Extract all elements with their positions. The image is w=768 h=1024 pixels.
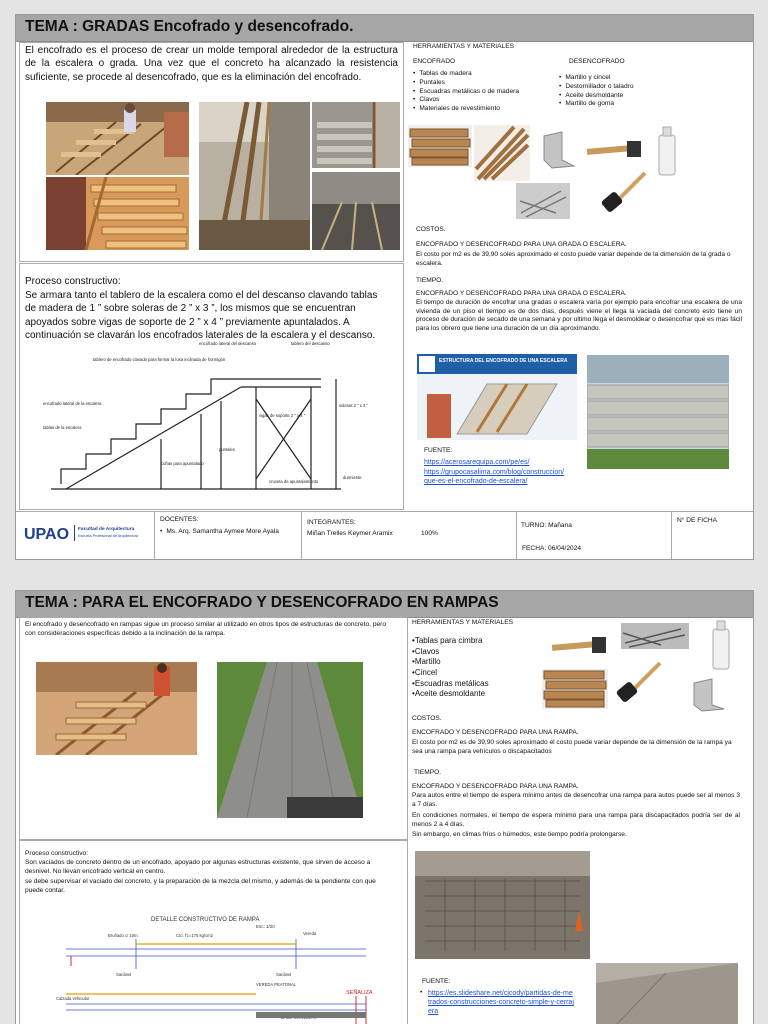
desencofrado-heading: DESENCOFRADO — [569, 58, 625, 65]
tiempo-subheading: ENCOFRADO Y DESENCOFRADO PARA UNA GRADA O ESCALERA. — [416, 290, 627, 297]
photo-concrete-steps — [312, 102, 400, 168]
docentes-cell — [155, 512, 302, 560]
photo-stair-formwork-1 — [46, 102, 189, 175]
process-heading: Proceso constructivo: — [25, 276, 121, 287]
detail-label-brunado: Bruñado c/ 10m. — [108, 933, 139, 938]
process-line-2: se debe supervisar el vaciado del concreto, y la preparación de la mezcla del mismo, y además de la pendiente con que puede contar. — [25, 878, 376, 894]
tiempo-subheading: ENCOFRADO Y DESENCOFRADO PARA UNA RAMPA. — [412, 783, 579, 790]
diagram-label-lateral-descanso: encofrado lateral del descanso — [199, 341, 257, 346]
source-link-slideshare[interactable]: https://es.slideshare.net/cjcody/partidas-de-metrados-construcciones-concreto-simple-y-cerrajera — [428, 990, 574, 1016]
tools-list — [412, 636, 489, 700]
detail-title: DETALLE CONSTRUCTIVO DE RAMPA — [151, 917, 260, 923]
diagram-label-cruceta: cruceta de apuntalamiento — [269, 479, 319, 484]
costos-subheading: ENCOFRADO Y DESENCOFRADO PARA UNA RAMPA. — [412, 729, 579, 736]
detail-label-sardinel-2: Sardinel — [276, 972, 292, 977]
ficha-label: N° DE FICHA — [677, 517, 718, 524]
integrantes-label: INTEGRANTES: — [307, 519, 356, 526]
diagram-label-tablero-descanso: tablero del descanso — [291, 341, 330, 346]
upao-logo: UPAO — [24, 526, 70, 543]
list-item: • Aceite desmoldante — [412, 689, 489, 700]
ramp-construction-detail — [56, 914, 386, 1024]
oil-bottle-image — [656, 125, 678, 177]
hammer-chisel-image — [583, 137, 645, 165]
hammer-chisel-image — [548, 631, 610, 659]
nails-image — [516, 183, 570, 219]
photo-finished-ramp — [596, 963, 738, 1024]
integrante-name: Miñan Trelles Keymer Aramix — [307, 530, 393, 537]
list-item: • Puntales — [413, 79, 519, 88]
list-item: • Tablas para cimbra — [412, 636, 489, 647]
list-item: • Materiales de revestimiento — [413, 105, 519, 114]
timber-props-image — [474, 125, 530, 181]
source-link-casalima[interactable]: https://grupocasalima.com/blog/construccion/que-es-el-encofrado-de-escalera/ — [424, 469, 565, 486]
list-item: • Martillo y cincel — [559, 74, 634, 83]
sheet-footer — [16, 511, 753, 560]
list-item: • Escuadras metálicas — [412, 679, 489, 690]
fuente-label: FUENTE: — [424, 447, 453, 454]
metal-bracket-image — [538, 130, 578, 170]
photo-ramp-rebar — [415, 851, 590, 959]
tiempo-line-3: Sin embargo, en climas fríos o húmedos, este tiempo podría prolongarse. — [412, 831, 627, 838]
wood-boards-image — [408, 125, 472, 167]
diagram-label-lateral: encofrado lateral de la escalera — [43, 401, 102, 406]
metal-bracket-image — [688, 677, 728, 713]
source-link-aceros[interactable]: https://acerosarequipa.com/pe/es/ — [424, 459, 530, 466]
tiempo-line-2: En condiciones normales, el tiempo de espera mínimo para una rampa para discapacitados podría ser de al menos 2 a 4 días. — [412, 812, 740, 828]
ficha-cell — [672, 512, 754, 560]
turno-fecha-cell — [517, 512, 672, 560]
costos-heading: COSTOS. — [416, 226, 446, 233]
turno-text: TURNO: Mañana — [521, 522, 572, 529]
diagram-label-tablas: tablas de la escalera — [43, 425, 82, 430]
list-item: • Clavos — [412, 647, 489, 658]
diagram-label-durmiente: durmiente — [343, 475, 362, 480]
list-item: • Destornillador o taladro — [559, 83, 634, 92]
detail-label-senaliza: SEÑALIZA — [346, 990, 373, 996]
intro-text: El encofrado es el proceso de crear un molde temporal alrededor de la estructura de la escalera o grada. Una vez que el concreto ha alcanzado la resistencia suficiente, se procede al desencofrado, que es la eliminación del encofrado. — [25, 45, 398, 83]
logo-cell — [16, 512, 155, 560]
list-item: • Martillo de goma — [559, 100, 634, 109]
school-name: Escuela Profesional de Arquitectura — [78, 534, 139, 538]
process-heading: Proceso constructivo: — [25, 850, 89, 857]
tiempo-heading: TIEMPO. — [414, 769, 442, 776]
encofrado-list — [413, 70, 519, 114]
page-title: TEMA : PARA EL ENCOFRADO Y DESENCOFRADO EN RAMPAS — [25, 594, 499, 611]
photo-stair-props — [312, 172, 400, 250]
desencofrado-list — [559, 74, 634, 109]
process-line-1: Son vaciados de concreto dentro de un encofrado, apoyado por algunas estructuras existente, que sirven de acceso a desnivel. No llevan encofrado vertical en centro. — [25, 859, 371, 875]
list-item: • Aceite desmoldante — [559, 92, 634, 101]
process-text: Se armara tanto el tablero de la escalera como el del descanso clavando tablas de madera de 1 ” sobre soleras de 2 ” x 3 ”, los mismos que se encuentran apoyados sobre vigas de soporte de 2 ” x 4 ” previamente apuntalados. A continuación se clavarán los encofrados laterales de la escalera y el descanso. — [25, 290, 378, 341]
integrantes-cell — [302, 512, 517, 560]
costos-text: El costo por m2 es de 39,90 soles aproximado el costo puede variar depende de la dimensión de la rampa ya sea una rampa para vehículos o discapacitados — [412, 739, 732, 755]
photo-ramp-formwork — [36, 662, 197, 755]
rubber-mallet-image — [616, 659, 666, 703]
costos-subheading: ENCOFRADO Y DESENCOFRADO PARA UNA GRADA O ESCALERA. — [416, 241, 627, 248]
list-item: • Escuadras metálicas o de madera — [413, 88, 519, 97]
intro-text: El encofrado y desencofrado en rampas sigue un proceso similar al utilizado en otros tipos de estructuras de concreto, pero con consideraciones específicas debido a la inclinación de la rampa. — [25, 621, 387, 637]
detail-label-calzada: Calzada vehicular — [56, 996, 90, 1001]
integrante-percentage: 100% — [421, 530, 438, 537]
list-item: • Clavos — [413, 96, 519, 105]
docentes-list — [160, 528, 280, 537]
photo-props — [199, 102, 310, 250]
title-bar — [16, 591, 753, 618]
rubber-mallet-image — [601, 169, 651, 213]
diagram-label-puntales: puntales — [219, 447, 235, 452]
detail-label-vereda: Vereda — [303, 931, 317, 936]
encofrado-heading: ENCOFRADO — [413, 58, 456, 65]
list-item: • Tablas de madera — [413, 70, 519, 79]
photo-stair-formwork-2 — [46, 177, 189, 250]
tiempo-heading: TIEMPO. — [416, 277, 444, 284]
detail-label-concreto: Cto. f'c=175 kg/cm2 — [176, 933, 213, 938]
fecha-text: FECHA: 06/04/2024 — [522, 545, 582, 552]
list-item: • Martillo — [412, 657, 489, 668]
logo-divider — [74, 525, 75, 541]
concrete-steps-photo — [587, 355, 729, 469]
fuente-label: FUENTE: — [422, 978, 451, 985]
sheet-rampas — [15, 590, 754, 1024]
faculty-name: Facultad de Arquitectura — [78, 527, 135, 532]
stair-formwork-diagram — [41, 339, 381, 497]
docentes-label: DOCENTES: — [160, 516, 199, 523]
diagram-label-viga: vigas de soporte 2 ” x 4 ” — [259, 413, 306, 418]
title-bar — [16, 15, 753, 42]
bullet-icon: • — [420, 989, 423, 996]
diagram-label-soleras: soleras 2 ” x 3 ” — [339, 403, 368, 408]
oil-bottle-image — [710, 619, 732, 671]
tools-heading: HERRAMIENTAS Y MATERIALES — [412, 619, 514, 626]
tiempo-line-1: Para autos entre el tiempo de espera mínimo antes de desencofrar una rampa para autos puede ser al menos 3 a 7 días. — [412, 792, 740, 808]
detail-label-sardinel-1: Sardinel — [116, 972, 132, 977]
detail-label-vereda-peatonal: VEREDA PEATONAL — [256, 982, 297, 987]
photo-concrete-ramp — [217, 662, 363, 818]
detail-scale: Esc: 1/20 — [256, 924, 275, 929]
diagram-label-tablero: tablero de encofrado clavado para formar la losa inclinada de hormigón — [93, 357, 226, 362]
sheet-gradas — [15, 14, 754, 560]
costos-text: El costo por m2 es de 39,90 soles aproximado el costo puede variar depende de la dimensión de la grada o escalera. — [416, 251, 731, 267]
costos-heading: COSTOS. — [412, 715, 442, 722]
formwork-structure-image — [417, 354, 577, 440]
tools-heading: HERRAMIENTAS Y MATERIALES — [413, 43, 515, 50]
list-item: • Ms. Arq. Samantha Aymee More Ayala — [160, 528, 280, 537]
list-item: • Cincel — [412, 668, 489, 679]
formwork-image-title: ESTRUCTURA DEL ENCOFRADO DE UNA ESCALERA — [439, 358, 568, 364]
wood-boards-image — [542, 669, 608, 709]
nails-image — [621, 623, 689, 649]
page-title: TEMA : GRADAS Encofrado y desencofrado. — [25, 18, 354, 35]
tiempo-text: El tiempo de duración de encofrar una gradas o escalera varía por ejemplo para encofrar una escalera de una vivienda de un piso el tiempo es de dos días, después viene el llega la vaciada del concreto esto tiene un proceso de duración de secado de una semana y por ultimo llega el desmoldear o desencofrar que es mas fácil para los obrero que tiene una duración de un día aproximando. — [416, 299, 742, 332]
diagram-label-cunas: cuñas para apuntalado — [161, 461, 204, 466]
